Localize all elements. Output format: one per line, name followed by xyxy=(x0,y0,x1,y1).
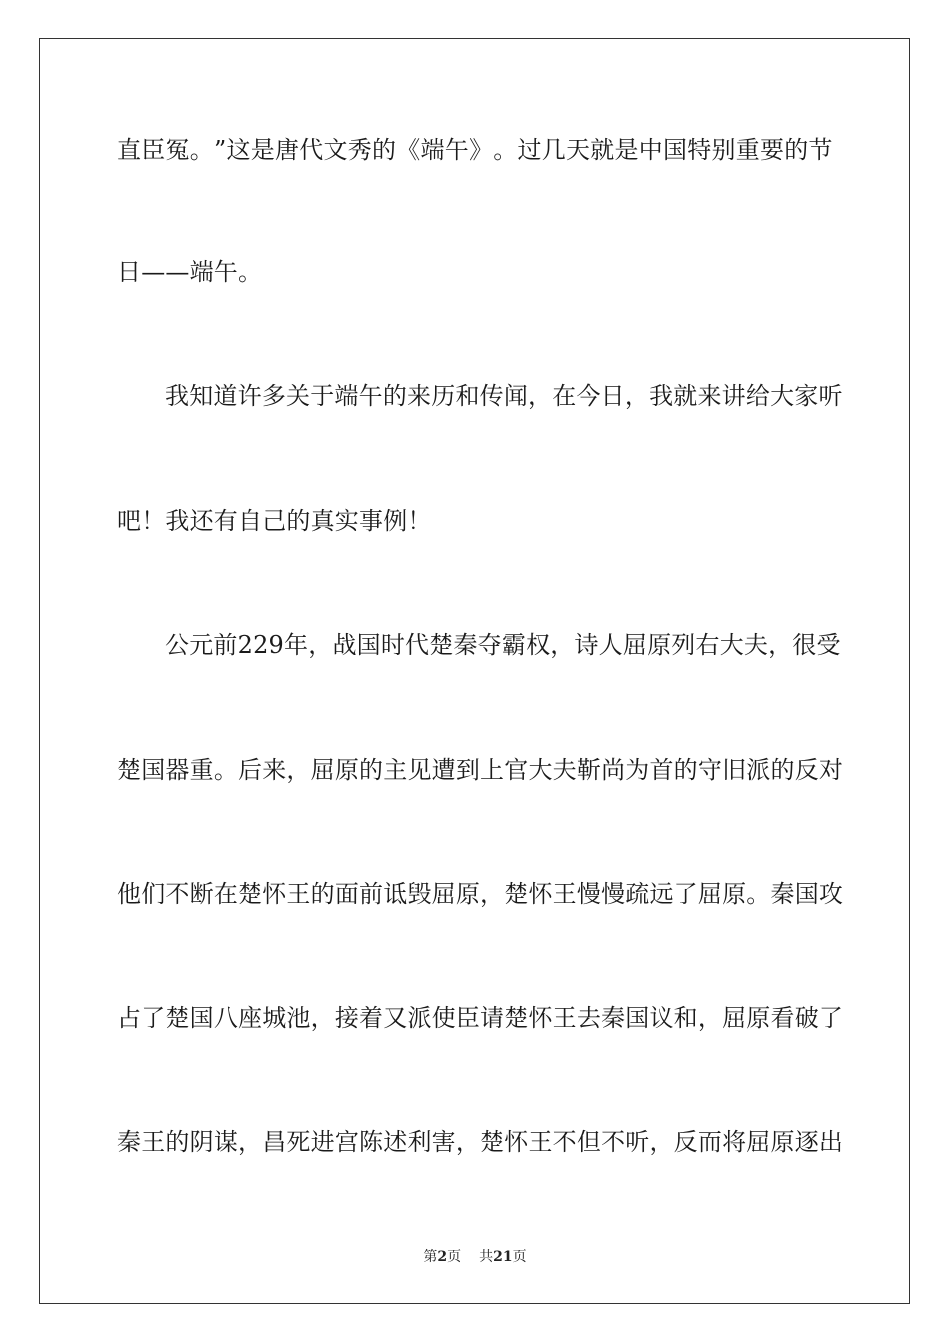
text-line-2: 日——端午。 xyxy=(117,258,263,286)
text-line-7: 他 们 不 断 在 楚 怀 王 的 面 前 诋 毁 屈 原 ， 楚 怀 王 慢 慢 疏 远 了 屈 原 。 秦 国 攻 xyxy=(117,880,844,908)
total-suffix: 页 xyxy=(512,1249,527,1265)
text-line-3: 我 知 道 许 多 关 于 端 午 的 来 历 和 传 闻 ， 在 今 日 ， 我 就 来 讲 给 大 家 听 xyxy=(165,382,843,410)
page-frame xyxy=(39,38,910,1304)
text-line-6: 楚 国 器 重 。 后 来 ， 屈 原 的 主 见 遭 到 上 官 大 夫 靳 尚 为 首 的 守 旧 派 的 反 对 xyxy=(117,756,844,784)
text-line-4: 吧！我还有自己的真实事例！ xyxy=(117,507,432,535)
text-line-9: 秦 王 的 阴 谋 ， 昌 死 进 宫 陈 述 利 害 ， 楚 怀 王 不 但 不 听 ， 反 而 将 屈 原 逐 出 xyxy=(117,1128,844,1156)
text-line-5: 公 元 前 229 年 ， 战 国 时 代 楚 秦 夺 霸 权 ， 诗 人 屈 原 列 右 大 夫 ， 很 受 xyxy=(165,631,841,659)
text-line-1: 直 臣 冤 。 ” 这 是 唐 代 文 秀 的 《 端 午 》 。 过 几 天 就 是 中 国 特 别 重 要 的 节 xyxy=(117,136,833,164)
page-footer xyxy=(0,1248,950,1266)
page-prefix: 第 xyxy=(423,1249,438,1265)
total-pages: 21 xyxy=(493,1249,513,1265)
page-number: 2 xyxy=(437,1249,448,1265)
text-line-8: 占 了 楚 国 八 座 城 池 ， 接 着 又 派 使 臣 请 楚 怀 王 去 秦 国 议 和 ， 屈 原 看 破 了 xyxy=(117,1004,844,1032)
page-suffix: 页 xyxy=(447,1249,462,1265)
total-prefix: 共 xyxy=(479,1249,494,1265)
